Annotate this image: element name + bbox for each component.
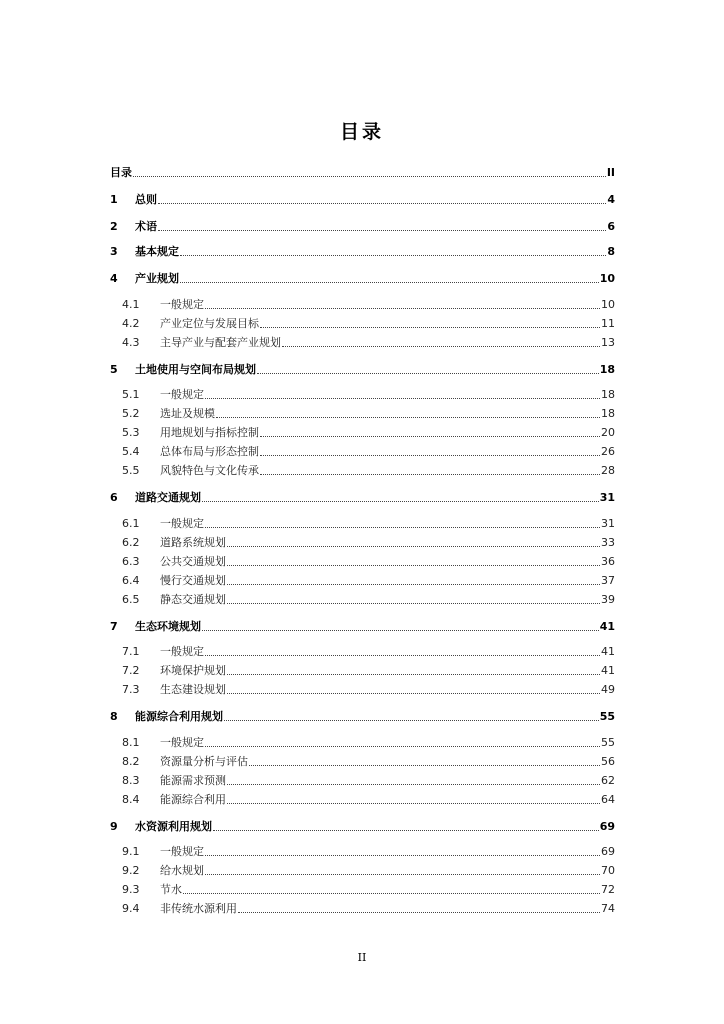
- toc-entry-page: 69: [599, 820, 615, 833]
- toc-entry[interactable]: [122, 296, 615, 312]
- toc-entry-number: 7.1: [122, 645, 140, 658]
- toc-entry[interactable]: [122, 681, 615, 697]
- toc-entry[interactable]: [122, 386, 615, 402]
- toc-entry-page: 49: [601, 683, 615, 696]
- toc-entry-page: 31: [601, 517, 615, 530]
- toc-entry-label: 生态环境规划: [135, 620, 201, 633]
- dot-leader: [205, 854, 600, 856]
- toc-entry-page: 28: [601, 464, 615, 477]
- toc-entry-page: 69: [601, 845, 615, 858]
- toc-entry-page: 18: [601, 407, 615, 420]
- toc-entry-label: 产业规划: [135, 272, 179, 285]
- toc-entry-page: 41: [601, 645, 615, 658]
- dot-leader: [183, 892, 600, 894]
- toc-entry-number: 9.3: [122, 883, 140, 896]
- toc-entry-page: 64: [601, 793, 615, 806]
- toc-entry-number: 7: [110, 620, 118, 633]
- toc-entry-number: 9.1: [122, 845, 140, 858]
- toc-entry-page: 10: [599, 272, 615, 285]
- dot-leader: [227, 583, 600, 585]
- toc-entry[interactable]: [122, 843, 615, 859]
- toc-entry-page: 8: [607, 245, 615, 258]
- toc-entry-page: 10: [601, 298, 615, 311]
- toc-entry-page: 39: [601, 593, 615, 606]
- toc-entry-page: 33: [601, 536, 615, 549]
- toc-entry-page: 56: [601, 755, 615, 768]
- toc-entry-number: 6.4: [122, 574, 140, 587]
- toc-entry-number: 6.3: [122, 555, 140, 568]
- toc-entry-number: 7.2: [122, 664, 140, 677]
- toc-entry-number: 6.1: [122, 517, 140, 530]
- dot-leader: [205, 745, 600, 747]
- dot-leader: [238, 911, 600, 913]
- toc-entry-page: 20: [601, 426, 615, 439]
- toc-entry[interactable]: [110, 618, 615, 634]
- dot-leader: [202, 629, 599, 631]
- toc-entry-number: 9.4: [122, 902, 140, 915]
- toc-entry-label: 水资源利用规划: [135, 820, 212, 833]
- toc-entry-page: 62: [601, 774, 615, 787]
- toc-entry[interactable]: [110, 361, 615, 377]
- dot-leader: [227, 564, 600, 566]
- toc-entry[interactable]: [122, 424, 615, 440]
- dot-leader: [260, 454, 600, 456]
- toc-entry[interactable]: [122, 405, 615, 421]
- toc-entry-page: 6: [607, 220, 615, 233]
- toc-entry[interactable]: [122, 753, 615, 769]
- toc-entry[interactable]: [122, 462, 615, 478]
- toc-entry[interactable]: [122, 591, 615, 607]
- toc-entry-number: 3: [110, 245, 118, 258]
- toc-entry[interactable]: [122, 734, 615, 750]
- toc-entry-page: 26: [601, 445, 615, 458]
- toc-entry-number: 5.2: [122, 407, 140, 420]
- toc-entry-number: 2: [110, 220, 118, 233]
- dot-leader: [260, 473, 600, 475]
- toc-entry[interactable]: [122, 534, 615, 550]
- toc-entry-number: 5.3: [122, 426, 140, 439]
- toc-entry[interactable]: [122, 791, 615, 807]
- toc-entry-label: 选址及规模: [160, 407, 215, 420]
- toc-entry-number: 8.4: [122, 793, 140, 806]
- dot-leader: [180, 281, 599, 283]
- toc-entry-page: 36: [601, 555, 615, 568]
- toc-entry[interactable]: [122, 862, 615, 878]
- toc-entry-label: 一般规定: [160, 298, 204, 311]
- toc-entry-page: 18: [601, 388, 615, 401]
- dot-leader: [205, 526, 600, 528]
- toc-entry-label: 用地规划与指标控制: [160, 426, 259, 439]
- toc-entry-number: 8.2: [122, 755, 140, 768]
- dot-leader: [227, 783, 600, 785]
- toc-entry-label: 土地使用与空间布局规划: [135, 363, 256, 376]
- toc-entry[interactable]: [110, 164, 615, 180]
- toc-entry-label: 主导产业与配套产业规划: [160, 336, 281, 349]
- toc-entry[interactable]: [110, 708, 615, 724]
- dot-leader: [213, 829, 599, 831]
- toc-entry-number: 8.1: [122, 736, 140, 749]
- toc-entry-number: 6.2: [122, 536, 140, 549]
- toc-entry[interactable]: [110, 818, 615, 834]
- toc-entry-page: 18: [599, 363, 615, 376]
- toc-entry-label: 生态建设规划: [160, 683, 226, 696]
- dot-leader: [216, 416, 600, 418]
- dot-leader: [205, 397, 600, 399]
- toc-entry-number: 4.1: [122, 298, 140, 311]
- page-number-footer: II: [357, 951, 367, 964]
- toc-entry-number: 5.1: [122, 388, 140, 401]
- toc-entry[interactable]: [122, 443, 615, 459]
- toc-entry-number: 4.2: [122, 317, 140, 330]
- toc-entry-number: 8: [110, 710, 118, 723]
- toc-entry-number: 6: [110, 491, 118, 504]
- dot-leader: [227, 692, 600, 694]
- toc-entry-label: 术语: [135, 220, 157, 233]
- toc-entry[interactable]: [122, 772, 615, 788]
- dot-leader: [227, 602, 600, 604]
- toc-entry-number: 7.3: [122, 683, 140, 696]
- toc-entry-page: II: [606, 166, 615, 179]
- dot-leader: [227, 545, 600, 547]
- dot-leader: [282, 345, 600, 347]
- toc-entry-label: 一般规定: [160, 736, 204, 749]
- toc-entry-page: 11: [601, 317, 615, 330]
- dot-leader: [205, 873, 600, 875]
- toc-entry[interactable]: [110, 243, 615, 259]
- toc-entry-number: 5.4: [122, 445, 140, 458]
- dot-leader: [158, 229, 606, 231]
- toc-entry-page: 37: [601, 574, 615, 587]
- dot-leader: [227, 673, 600, 675]
- toc-entry[interactable]: [122, 900, 615, 916]
- toc-entry-number: 9: [110, 820, 118, 833]
- toc-entry-label: 产业定位与发展目标: [160, 317, 259, 330]
- toc-entry-number: 8.3: [122, 774, 140, 787]
- toc-entry-number: 1: [110, 193, 118, 206]
- toc-entry[interactable]: [110, 270, 615, 286]
- toc-entry-label: 总体布局与形态控制: [160, 445, 259, 458]
- toc-entry-page: 74: [601, 902, 615, 915]
- dot-leader: [180, 254, 606, 256]
- toc-entry-page: 31: [599, 491, 615, 504]
- toc-entry-number: 4.3: [122, 336, 140, 349]
- toc-entry[interactable]: [122, 334, 615, 350]
- toc-entry-label: 慢行交通规划: [160, 574, 226, 587]
- toc-entry-page: 70: [601, 864, 615, 877]
- dot-leader: [205, 654, 600, 656]
- toc-entry-label: 节水: [160, 883, 182, 896]
- toc-entry-label: 能源综合利用: [160, 793, 226, 806]
- toc-entry-label: 一般规定: [160, 645, 204, 658]
- toc-entry-label: 能源需求预测: [160, 774, 226, 787]
- toc-entry-label: 资源量分析与评估: [160, 755, 248, 768]
- dot-leader: [249, 764, 600, 766]
- toc-entry-label: 非传统水源利用: [160, 902, 237, 915]
- dot-leader: [257, 372, 599, 374]
- toc-entry[interactable]: [122, 881, 615, 897]
- toc-entry-page: 4: [607, 193, 615, 206]
- toc-entry-label: 目录: [110, 166, 132, 179]
- toc-entry[interactable]: [122, 553, 615, 569]
- toc-entry-label: 环境保护规划: [160, 664, 226, 677]
- toc-entry-label: 公共交通规划: [160, 555, 226, 568]
- toc-entry[interactable]: [122, 572, 615, 588]
- dot-leader: [158, 202, 606, 204]
- toc-entry-label: 总则: [135, 193, 157, 206]
- toc-entry-label: 基本规定: [135, 245, 179, 258]
- toc-entry-page: 55: [601, 736, 615, 749]
- toc-entry-number: 9.2: [122, 864, 140, 877]
- toc-entry-number: 5.5: [122, 464, 140, 477]
- dot-leader: [133, 175, 606, 177]
- dot-leader: [224, 719, 599, 721]
- page-title: 目录: [339, 121, 384, 143]
- toc-entry[interactable]: [110, 218, 615, 234]
- dot-leader: [260, 326, 600, 328]
- toc-entry-page: 13: [601, 336, 615, 349]
- toc-entry[interactable]: [110, 191, 615, 207]
- toc-entry-label: 一般规定: [160, 845, 204, 858]
- toc-entry-page: 72: [601, 883, 615, 896]
- dot-leader: [205, 307, 600, 309]
- toc-entry[interactable]: [122, 643, 615, 659]
- toc-entry-page: 55: [599, 710, 615, 723]
- toc-entry[interactable]: [122, 315, 615, 331]
- dot-leader: [202, 500, 599, 502]
- toc-entry[interactable]: [122, 515, 615, 531]
- toc-entry-label: 给水规划: [160, 864, 204, 877]
- toc-entry[interactable]: [122, 662, 615, 678]
- toc-entry-label: 一般规定: [160, 388, 204, 401]
- toc-entry-number: 5: [110, 363, 118, 376]
- dot-leader: [227, 802, 600, 804]
- toc-entry-label: 能源综合利用规划: [135, 710, 223, 723]
- toc-entry-page: 41: [601, 664, 615, 677]
- toc-entry-number: 4: [110, 272, 118, 285]
- toc-entry[interactable]: [110, 489, 615, 505]
- toc-entry-label: 道路交通规划: [135, 491, 201, 504]
- toc-entry-label: 静态交通规划: [160, 593, 226, 606]
- toc-entry-number: 6.5: [122, 593, 140, 606]
- toc-entry-label: 风貌特色与文化传承: [160, 464, 259, 477]
- toc-entry-label: 一般规定: [160, 517, 204, 530]
- toc-entry-page: 41: [599, 620, 615, 633]
- dot-leader: [260, 435, 600, 437]
- toc-entry-label: 道路系统规划: [160, 536, 226, 549]
